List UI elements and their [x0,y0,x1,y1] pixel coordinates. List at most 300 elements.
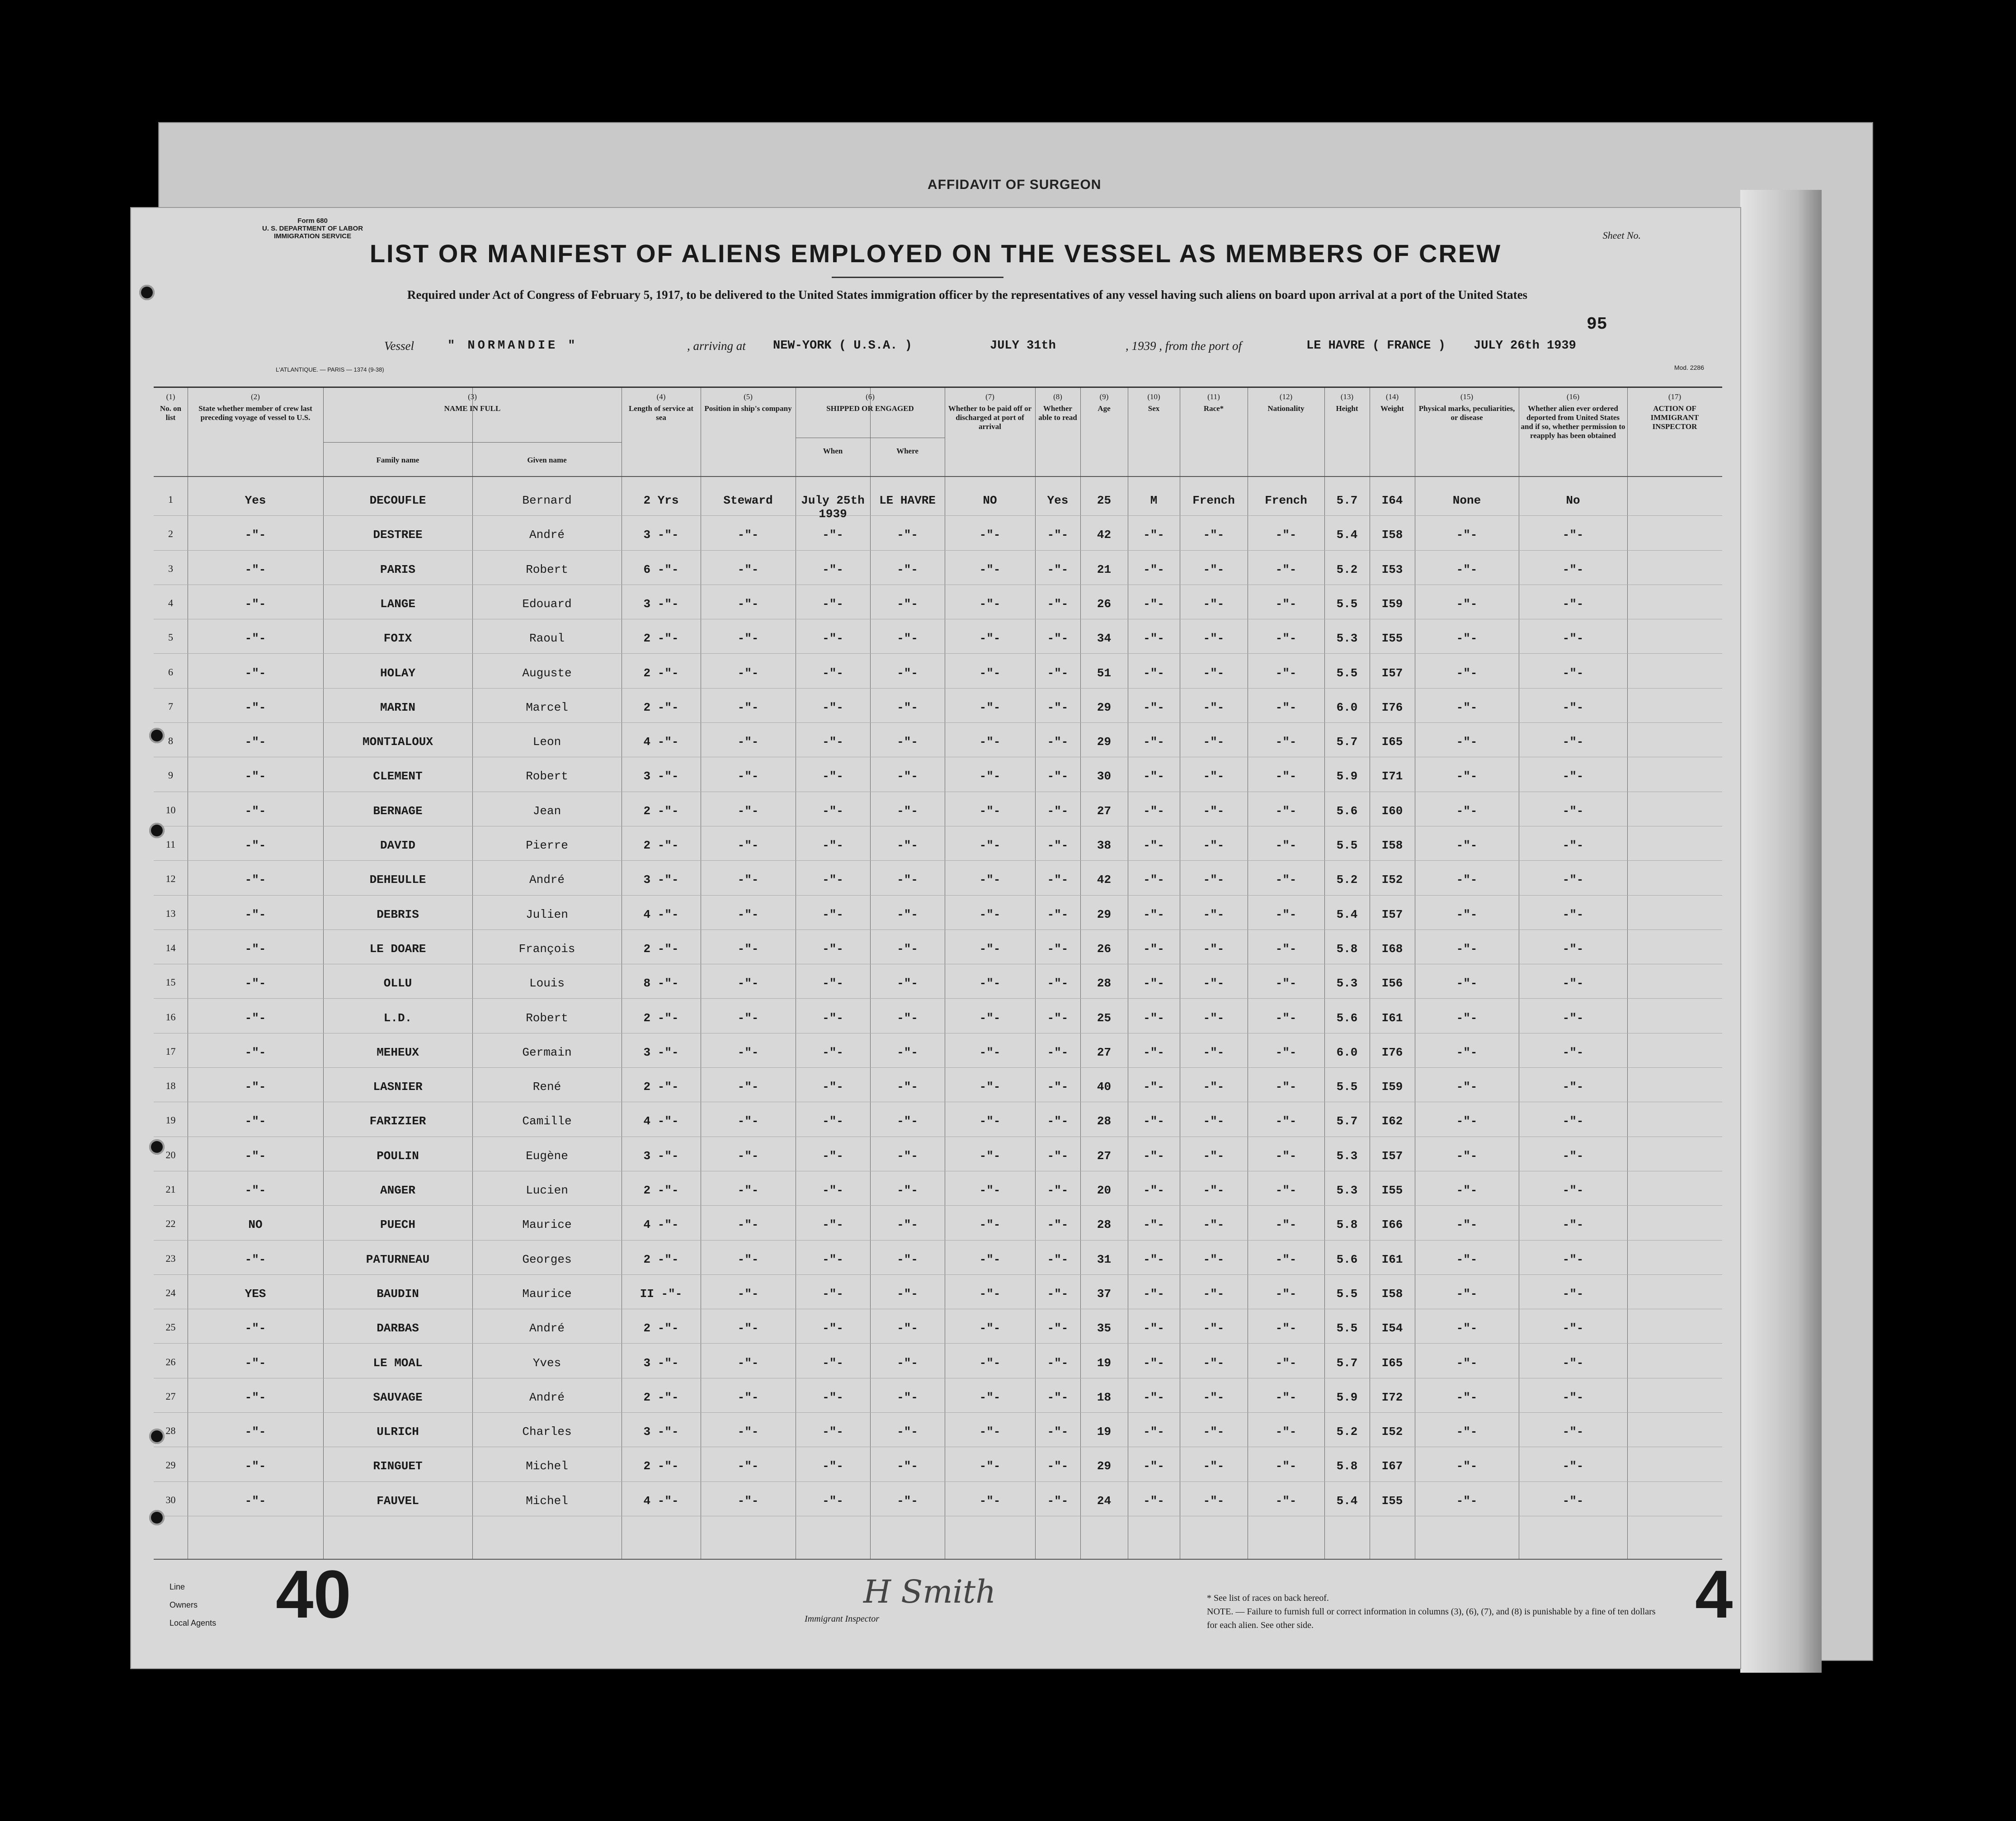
cell-height: 5.7 [1336,1114,1358,1128]
cell-deported: -"- [1562,1080,1584,1094]
cell-race: -"- [1203,735,1225,749]
cell-nat: -"- [1275,1459,1297,1473]
cell-weight: I59 [1381,1080,1403,1094]
column-header [623,392,699,422]
cell-age: 34 [1097,632,1112,646]
cell-deported: -"- [1562,1045,1584,1059]
cell-paid: -"- [979,562,1001,576]
column-label: Physical marks, peculiarities, or disease [1418,404,1515,422]
cell-family: PUECH [380,1218,415,1232]
column-label: Given name [527,456,567,464]
cell-family: DEBRIS [377,907,419,921]
cell-race: -"- [1203,769,1225,783]
cell-given: Camille [522,1114,572,1128]
cell-line: 27 [165,1390,176,1402]
cell-paid: -"- [979,1321,1001,1335]
cell-marks: -"- [1456,562,1478,576]
column-header [155,392,186,422]
cell-read: -"- [1047,597,1069,611]
cell-marks: -"- [1456,1184,1478,1197]
cell-nat: -"- [1275,1218,1297,1232]
cell-race: -"- [1203,562,1225,576]
cell-marks: -"- [1456,1321,1478,1335]
cell-service: 2 -"- [643,1321,679,1335]
cell-service: 8 -"- [643,977,679,991]
cell-weight: I65 [1381,735,1403,749]
cell-nat: -"- [1275,839,1297,852]
cell-when: -"- [822,769,843,783]
cell-given: François [518,942,575,956]
cell-sex: -"- [1143,1459,1164,1473]
cell-race: -"- [1203,907,1225,921]
cell-given: Michel [526,1459,568,1473]
cell-weight: I61 [1381,1252,1403,1266]
cell-height: 5.8 [1336,1218,1358,1232]
row-rule [154,860,1722,861]
cell-position: -"- [737,907,759,921]
cell-when: -"- [822,562,843,576]
cell-position: -"- [737,700,759,714]
cell-where: -"- [897,700,918,714]
cell-weight: I53 [1381,562,1403,576]
cell-service: II -"- [640,1287,683,1301]
column-number: (9) [1099,392,1109,401]
footnote-penalty: NOTE. — Failure to furnish full or correct information in columns (3), (6), (7), and (8) is punishable by a fine of ten dollars for each alien. See other side. [1207,1607,1656,1630]
cell-where: -"- [897,1080,918,1094]
cell-read: -"- [1047,632,1069,646]
cell-service: 2 Yrs [643,494,679,507]
cell-sex: -"- [1143,1494,1164,1508]
cell-prev: -"- [245,1011,266,1025]
cell-when: -"- [822,873,843,887]
row-rule [154,688,1722,689]
cell-given: Georges [522,1252,572,1266]
column-header [1326,392,1368,413]
cell-service: 2 -"- [643,804,679,818]
cell-height: 5.5 [1336,1321,1358,1335]
column-label: Weight [1380,404,1404,413]
cell-nat: -"- [1275,562,1297,576]
cell-read: -"- [1047,1149,1069,1163]
cell-given: Bernard [522,494,572,507]
table-row [154,1000,1722,1035]
cell-prev: -"- [245,1321,266,1335]
cell-race: -"- [1203,666,1225,680]
cell-weight: I62 [1381,1114,1403,1128]
cell-height: 5.8 [1336,1459,1358,1473]
cell-race: -"- [1203,1011,1225,1025]
cell-race: -"- [1203,1218,1225,1232]
cell-line: 14 [165,942,176,953]
cell-where: -"- [897,769,918,783]
cell-nat: -"- [1275,597,1297,611]
cell-race: -"- [1203,1459,1225,1473]
cell-marks: -"- [1456,735,1478,749]
cell-service: 3 -"- [643,769,679,783]
column-label: When [823,447,843,455]
cell-service: 4 -"- [643,1218,679,1232]
table-row [154,1138,1722,1173]
cell-prev: -"- [245,769,266,783]
cell-sex: -"- [1143,977,1164,991]
cell-family: FARIZIER [369,1114,426,1128]
cell-position: -"- [737,1011,759,1025]
cell-prev: -"- [245,1149,266,1163]
cell-paid: -"- [979,1184,1001,1197]
cell-sex: -"- [1143,632,1164,646]
cell-race: -"- [1203,1149,1225,1163]
cell-where: -"- [897,528,918,542]
cell-where: -"- [897,562,918,576]
cell-height: 5.9 [1336,769,1358,783]
column-label: SHIPPED OR ENGAGED [826,404,914,413]
cell-position: Steward [723,494,773,507]
cell-read: -"- [1047,562,1069,576]
cell-line: 10 [165,804,176,816]
cell-nat: -"- [1275,977,1297,991]
cell-family: MONTIALOUX [362,735,433,749]
cell-deported: -"- [1562,977,1584,991]
cell-race: French [1192,494,1235,507]
cell-marks: -"- [1456,769,1478,783]
cell-age: 31 [1097,1252,1112,1266]
cell-weight: I52 [1381,873,1403,887]
cell-prev: -"- [245,942,266,956]
cell-when: -"- [822,632,843,646]
table-row [154,1104,1722,1138]
cell-when: -"- [822,1184,843,1197]
cell-read: -"- [1047,528,1069,542]
cell-marks: -"- [1456,666,1478,680]
cell-where: -"- [897,1321,918,1335]
cell-where: -"- [897,1356,918,1370]
cell-when: -"- [822,839,843,852]
cell-family: DESTREE [373,528,423,542]
page-title: LIST OR MANIFEST OF ALIENS EMPLOYED ON THE VESSEL AS MEMBERS OF CREW [369,239,1502,268]
cell-nat: -"- [1275,1045,1297,1059]
cell-deported: -"- [1562,632,1584,646]
arrival-date: JULY 31th [990,339,1056,353]
cell-line: 23 [165,1252,176,1264]
cell-where: -"- [897,1287,918,1301]
manifest-page [131,208,1740,1668]
footnote-races: * See list of races on back hereof. [1207,1593,1329,1603]
cell-age: 19 [1097,1425,1112,1439]
inspector-label: Immigrant Inspector [805,1614,879,1624]
cell-given: Marcel [526,700,568,714]
table-row [154,793,1722,828]
cell-read: -"- [1047,1045,1069,1059]
cell-when: -"- [822,977,843,991]
cell-given: Germain [522,1045,572,1059]
cell-weight: I55 [1381,632,1403,646]
cell-given: André [529,1321,565,1335]
cell-deported: -"- [1562,1218,1584,1232]
cell-service: 3 -"- [643,1045,679,1059]
punch-hole [149,1510,165,1525]
cell-when: -"- [822,1321,843,1335]
cell-sex: -"- [1143,597,1164,611]
table-row [154,621,1722,655]
cell-nat: -"- [1275,1080,1297,1094]
cell-given: René [532,1080,561,1094]
cell-weight: I58 [1381,839,1403,852]
cell-paid: -"- [979,1252,1001,1266]
sheet-number-label: Sheet No. [1602,230,1641,241]
cell-family: ULRICH [377,1425,419,1439]
cell-prev: -"- [245,666,266,680]
column-header [1417,392,1517,422]
cell-age: 26 [1097,942,1112,956]
cell-paid: -"- [979,907,1001,921]
cell-service: 4 -"- [643,907,679,921]
cell-service: 4 -"- [643,1494,679,1508]
punch-hole [149,1429,165,1444]
cell-weight: I57 [1381,907,1403,921]
cell-race: -"- [1203,632,1225,646]
cell-height: 5.2 [1336,1425,1358,1439]
cell-prev: -"- [245,1356,266,1370]
column-header [1371,392,1413,413]
column-header [1082,392,1126,413]
cell-weight: I72 [1381,1390,1403,1404]
cell-when: -"- [822,1287,843,1301]
cell-paid: -"- [979,1494,1001,1508]
column-number: (7) [985,392,994,401]
cell-marks: -"- [1456,839,1478,852]
cell-position: -"- [737,1321,759,1335]
cell-sex: -"- [1143,1080,1164,1094]
cell-prev: -"- [245,1494,266,1508]
cell-read: -"- [1047,873,1069,887]
cell-deported: -"- [1562,1149,1584,1163]
cell-position: -"- [737,1114,759,1128]
cell-where: -"- [897,804,918,818]
cell-nat: -"- [1275,1184,1297,1197]
cell-weight: I71 [1381,769,1403,783]
cell-where: -"- [897,942,918,956]
cell-age: 29 [1097,1459,1112,1473]
cell-deported: -"- [1562,907,1584,921]
cell-family: L.D. [383,1011,412,1025]
cell-line: 11 [165,839,176,850]
cell-when: -"- [822,1356,843,1370]
cell-nat: -"- [1275,1149,1297,1163]
cell-read: -"- [1047,1252,1069,1266]
owners-label: Owners [170,1600,198,1609]
cell-position: -"- [737,528,759,542]
cell-position: -"- [737,1045,759,1059]
cell-family: SAUVAGE [373,1390,423,1404]
cell-marks: -"- [1456,804,1478,818]
cell-where: -"- [897,1252,918,1266]
column-header [797,447,868,456]
table-row [154,1380,1722,1414]
cell-given: Yves [532,1356,561,1370]
cell-paid: -"- [979,1080,1001,1094]
cell-read: -"- [1047,804,1069,818]
cell-sex: -"- [1143,1184,1164,1197]
cell-paid: -"- [979,804,1001,818]
cell-service: 3 -"- [643,873,679,887]
cell-position: -"- [737,632,759,646]
cell-where: -"- [897,597,918,611]
column-header [1182,392,1246,413]
cell-prev: -"- [245,597,266,611]
cell-when: -"- [822,700,843,714]
column-label: NAME IN FULL [444,404,501,413]
cell-nat: -"- [1275,666,1297,680]
column-number: (11) [1207,392,1220,401]
cell-where: -"- [897,977,918,991]
table-row [154,1345,1722,1380]
cell-line: 12 [165,873,176,885]
cell-family: RINGUET [373,1459,423,1473]
cell-height: 5.4 [1336,1494,1358,1508]
cell-paid: -"- [979,839,1001,852]
cell-when: -"- [822,1149,843,1163]
cell-line: 22 [165,1218,176,1230]
cell-given: Julien [526,907,568,921]
column-label: State whether member of crew last preceding voyage of vessel to U.S. [198,404,312,422]
cell-position: -"- [737,562,759,576]
cell-where: -"- [897,1184,918,1197]
cell-line: 5 [168,632,173,643]
cell-paid: -"- [979,632,1001,646]
table-row [154,897,1722,931]
cell-age: 18 [1097,1390,1112,1404]
cell-when: July 25th [801,494,865,507]
cell-marks: -"- [1456,907,1478,921]
cell-weight: I61 [1381,1011,1403,1025]
table-row [154,1311,1722,1345]
cell-height: 5.7 [1336,1356,1358,1370]
cell-given: Jean [532,804,561,818]
cell-age: 29 [1097,700,1112,714]
cell-position: -"- [737,1459,759,1473]
cell-weight: I60 [1381,804,1403,818]
column-label: Race* [1203,404,1224,413]
cell-service: 3 -"- [643,597,679,611]
cell-height: 5.5 [1336,666,1358,680]
cell-service: 2 -"- [643,1011,679,1025]
arriving-port: NEW-YORK ( U.S.A. ) [773,339,912,353]
column-header [189,392,321,422]
cell-line: 30 [165,1494,176,1505]
cell-when: -"- [822,528,843,542]
cell-prev: -"- [245,1114,266,1128]
cell-given: André [529,873,565,887]
cell-marks: -"- [1456,1252,1478,1266]
cell-paid: -"- [979,1218,1001,1232]
cell-when: -"- [822,666,843,680]
cell-deported: -"- [1562,1425,1584,1439]
column-label: Sex [1148,404,1160,413]
cell-deported: -"- [1562,804,1584,818]
cell-deported: -"- [1562,873,1584,887]
cell-paid: -"- [979,1011,1001,1025]
cell-nat: -"- [1275,1425,1297,1439]
cell-position: -"- [737,769,759,783]
cell-prev: -"- [245,562,266,576]
cell-deported: -"- [1562,562,1584,576]
column-header [1249,392,1323,413]
cell-age: 42 [1097,528,1112,542]
row-rule [154,998,1722,999]
cell-height: 5.3 [1336,1149,1358,1163]
cell-deported: -"- [1562,1356,1584,1370]
cell-when: -"- [822,1425,843,1439]
cell-weight: I58 [1381,528,1403,542]
cell-position: -"- [737,1356,759,1370]
cell-age: 28 [1097,1218,1112,1232]
cell-family: MEHEUX [377,1045,419,1059]
cell-nat: -"- [1275,1287,1297,1301]
cell-prev: -"- [245,907,266,921]
column-label: Whether to be paid off or discharged at port of arrival [948,404,1032,431]
cell-race: -"- [1203,1080,1225,1094]
row-rule [154,1343,1722,1344]
cell-nat: -"- [1275,735,1297,749]
cell-line: 8 [168,735,173,747]
cell-marks: -"- [1456,1494,1478,1508]
cell-marks: -"- [1456,1149,1478,1163]
cell-position: -"- [737,735,759,749]
cell-read: -"- [1047,1184,1069,1197]
cell-age: 27 [1097,1149,1112,1163]
cell-given: André [529,528,565,542]
table-row [154,1207,1722,1241]
column-number: (1) [166,392,175,401]
cell-where: -"- [897,1114,918,1128]
cell-when: -"- [822,1045,843,1059]
cell-family: CLEMENT [373,769,423,783]
cell-family: MARIN [380,700,415,714]
cell-service: 4 -"- [643,735,679,749]
row-rule [154,1481,1722,1482]
cell-read: -"- [1047,977,1069,991]
cell-prev: -"- [245,632,266,646]
cell-family: ANGER [380,1184,415,1197]
cell-family: DARBAS [377,1321,419,1335]
cell-read: -"- [1047,769,1069,783]
cell-where: -"- [897,735,918,749]
cell-deported: -"- [1562,1321,1584,1335]
cell-race: -"- [1203,1425,1225,1439]
cell-family: PARIS [380,562,415,576]
cell-marks: -"- [1456,700,1478,714]
cell-read: -"- [1047,1011,1069,1025]
cell-age: 42 [1097,873,1112,887]
column-header [797,392,943,413]
cell-nat: -"- [1275,1356,1297,1370]
cell-deported: -"- [1562,735,1584,749]
cell-paid: -"- [979,735,1001,749]
cell-given: Robert [526,1011,568,1025]
cell-paid: -"- [979,769,1001,783]
cell-prev: -"- [245,804,266,818]
cell-height: 5.8 [1336,942,1358,956]
cell-read: -"- [1047,1459,1069,1473]
stamp-number: 40 [276,1556,351,1632]
cell-when: -"- [822,1114,843,1128]
agents-label: Local Agents [170,1618,217,1628]
cell-sex: -"- [1143,1287,1164,1301]
year-label: , 1939 , from the port of [1126,339,1242,353]
cell-sex: M [1150,494,1158,507]
row-rule [154,929,1722,930]
cell-race: -"- [1203,1321,1225,1335]
